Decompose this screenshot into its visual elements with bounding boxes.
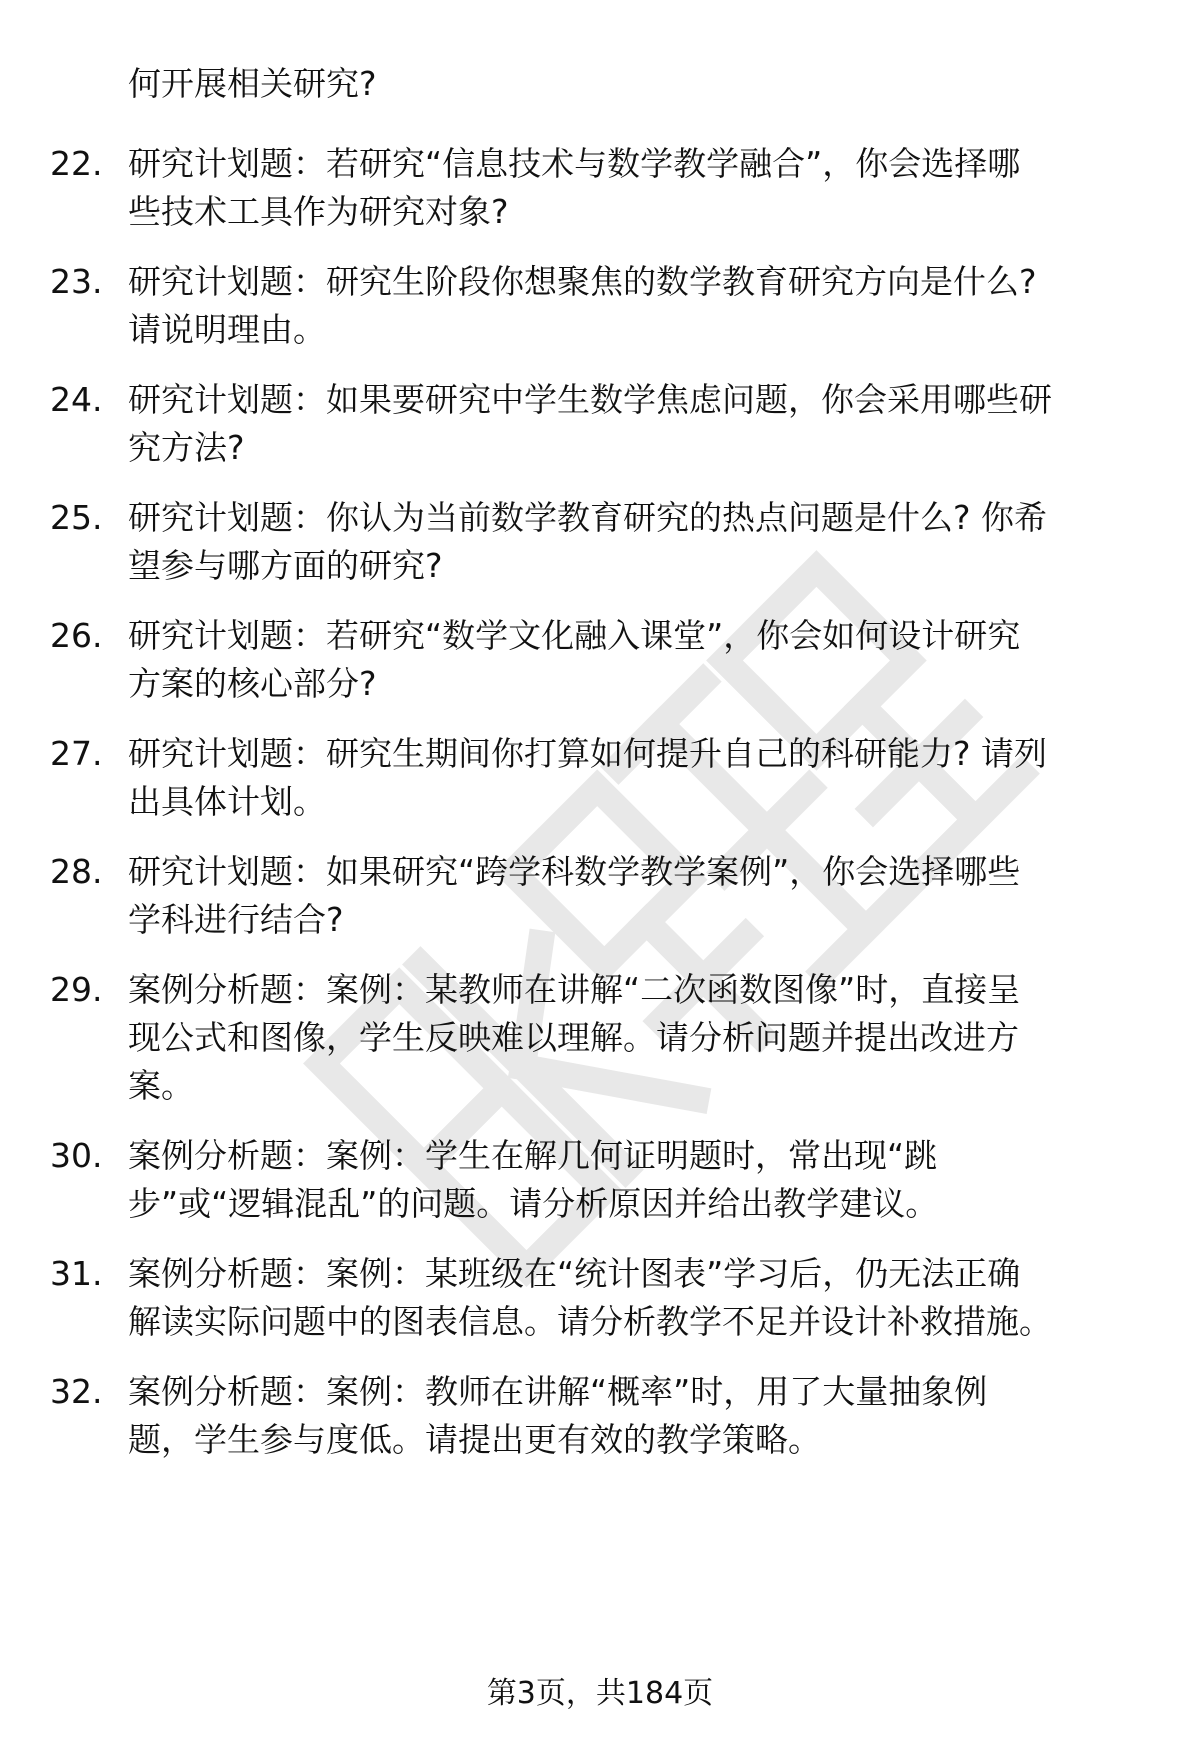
question-number: 32. — [50, 1372, 103, 1411]
question-line: 究方法? — [128, 428, 245, 467]
question-line: 题，学生参与度低。请提出更有效的教学策略。 — [128, 1420, 821, 1459]
question-number: 26. — [50, 616, 103, 655]
question-line: 望参与哪方面的研究? — [128, 546, 443, 585]
question-line: 些技术工具作为研究对象? — [128, 192, 509, 231]
question-text — [128, 1250, 1138, 1346]
question-line: 研究计划题：你认为当前数学教育研究的热点问题是什么? 你希 — [128, 498, 1048, 537]
question-number: 30. — [50, 1136, 103, 1175]
question-item-22 — [50, 140, 1150, 236]
question-line: 现公式和图像，学生反映难以理解。请分析问题并提出改进方 — [128, 1018, 1019, 1057]
question-text — [128, 612, 1138, 708]
question-number: 31. — [50, 1254, 103, 1293]
question-text — [128, 258, 1138, 354]
continued-question-line: 何开展相关研究? — [128, 64, 377, 103]
question-number: 23. — [50, 262, 103, 301]
question-line: 请说明理由。 — [128, 310, 326, 349]
question-number: 27. — [50, 734, 103, 773]
question-line: 学科进行结合? — [128, 900, 344, 939]
question-text — [128, 848, 1138, 944]
question-line: 案。 — [128, 1066, 194, 1105]
question-item-23 — [50, 258, 1150, 354]
question-number: 28. — [50, 852, 103, 891]
question-text — [128, 1368, 1138, 1464]
question-number: 22. — [50, 144, 103, 183]
question-item-26 — [50, 612, 1150, 708]
question-line: 研究计划题：如果要研究中学生数学焦虑问题，你会采用哪些研 — [128, 380, 1052, 419]
question-line: 研究计划题：若研究“信息技术与数学教学融合”，你会选择哪 — [128, 144, 1021, 183]
question-line: 方案的核心部分? — [128, 664, 377, 703]
question-line: 研究计划题：若研究“数学文化融入课堂”，你会如何设计研究 — [128, 616, 1021, 655]
question-item-32 — [50, 1368, 1150, 1464]
page-number-label: 第3页，共184页 — [486, 1676, 714, 1711]
question-line: 案例分析题：案例：某班级在“统计图表”学习后，仍无法正确 — [128, 1254, 1021, 1293]
question-item-31 — [50, 1250, 1150, 1346]
page-footer — [0, 1672, 1200, 1716]
question-line: 案例分析题：案例：某教师在讲解“二次函数图像”时，直接呈 — [128, 970, 1021, 1009]
question-item-25 — [50, 494, 1150, 590]
question-text — [128, 140, 1138, 236]
question-number: 29. — [50, 970, 103, 1009]
question-line: 研究计划题：如果研究“跨学科数学教学案例”，你会选择哪些 — [128, 852, 1021, 891]
question-item-28 — [50, 848, 1150, 944]
question-text — [128, 376, 1138, 472]
question-line: 研究计划题：研究生阶段你想聚焦的数学教育研究方向是什么? — [128, 262, 1037, 301]
question-item-24 — [50, 376, 1150, 472]
question-text — [128, 966, 1138, 1110]
question-item-27 — [50, 730, 1150, 826]
question-line: 出具体计划。 — [128, 782, 326, 821]
question-number: 24. — [50, 380, 103, 419]
question-list — [50, 140, 1150, 1486]
question-item-30 — [50, 1132, 1150, 1228]
question-line: 案例分析题：案例：学生在解几何证明题时，常出现“跳 — [128, 1136, 938, 1175]
question-number: 25. — [50, 498, 103, 537]
question-line: 步”或“逻辑混乱”的问题。请分析原因并给出教学建议。 — [128, 1184, 939, 1223]
question-text — [128, 1132, 1138, 1228]
question-text — [128, 494, 1138, 590]
question-line: 案例分析题：案例：教师在讲解“概率”时，用了大量抽象例 — [128, 1372, 988, 1411]
question-line: 研究计划题：研究生期间你打算如何提升自己的科研能力? 请列 — [128, 734, 1048, 773]
question-item-29 — [50, 966, 1150, 1110]
question-text — [128, 730, 1138, 826]
question-line: 解读实际问题中的图表信息。请分析教学不足并设计补救措施。 — [128, 1302, 1052, 1341]
